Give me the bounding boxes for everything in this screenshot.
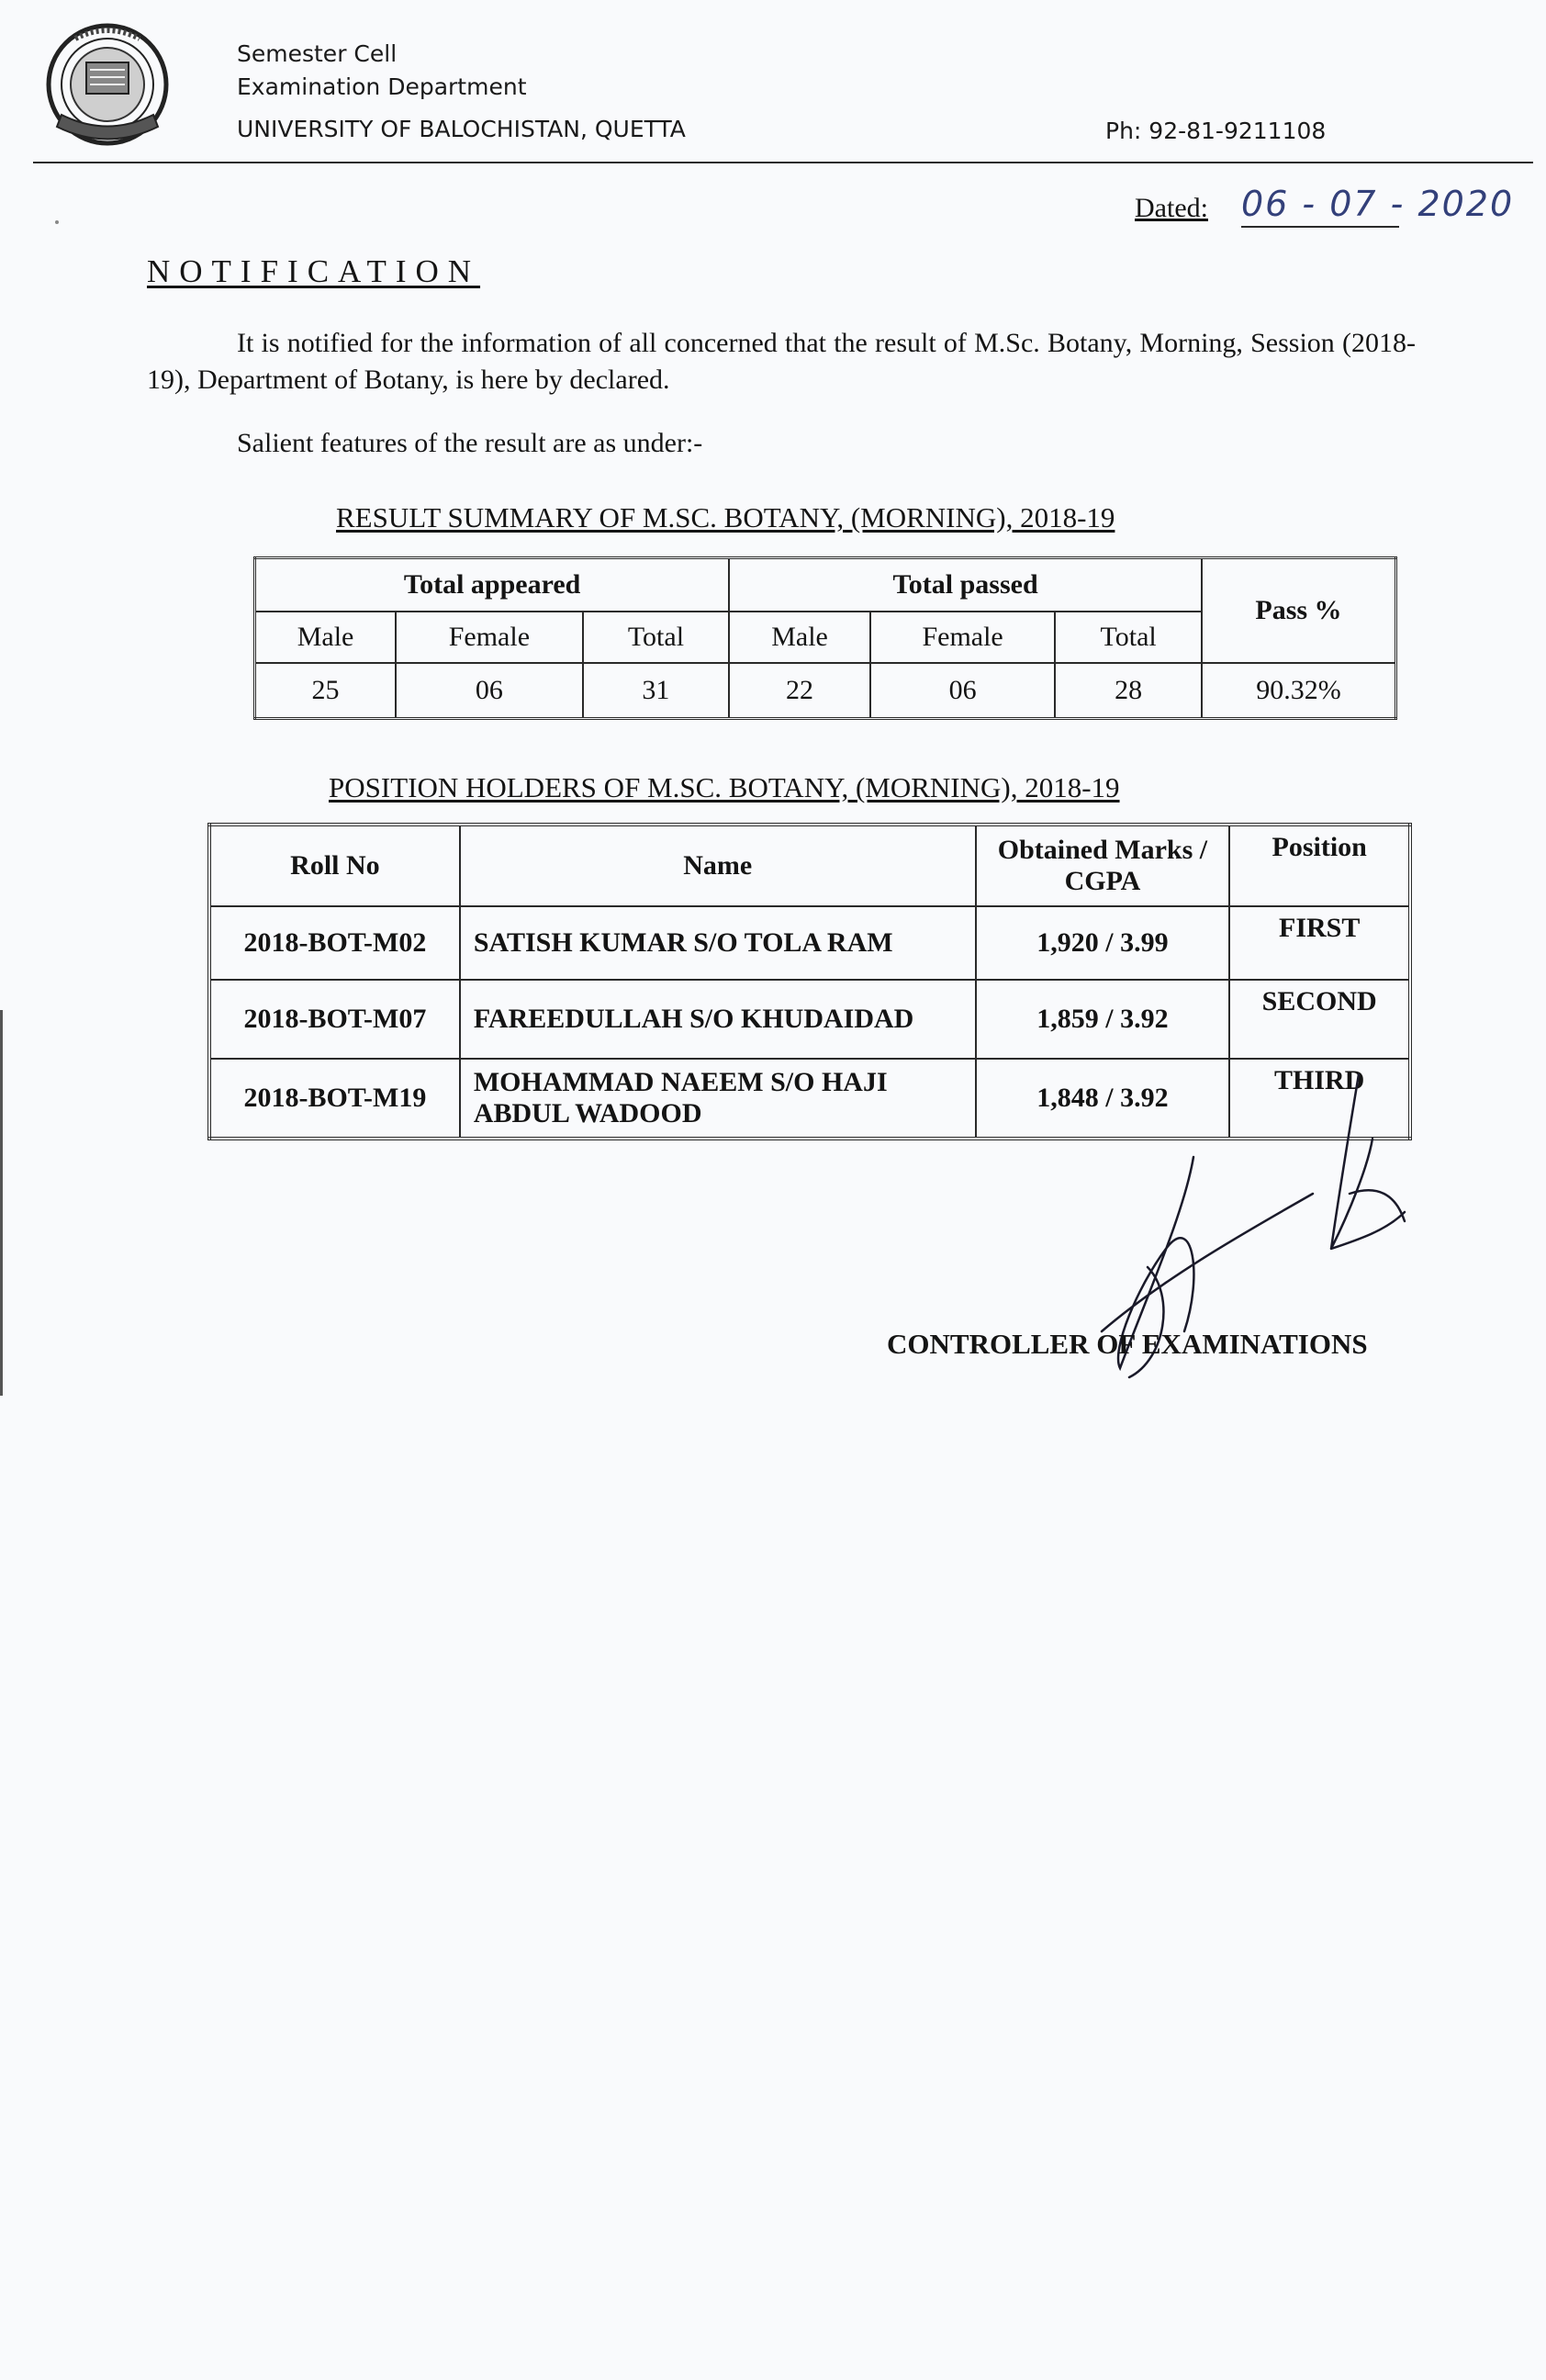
table-row-name: MOHAMMAD NAEEM S/O HAJI ABDUL WADOOD [460,1059,976,1139]
dated-label: Dated: [1135,193,1208,223]
value-appeared-male: 25 [255,663,397,719]
table-row-position: SECOND [1229,980,1410,1059]
table-row-marks: 1,859 / 3.92 [976,980,1230,1059]
header-total-passed: Total passed [729,558,1202,612]
result-summary-title: RESULT SUMMARY OF M.SC. BOTANY, (MORNING), 2018-19 [336,501,1115,533]
result-summary-table [253,556,1397,720]
university-seal-logo [39,18,176,152]
table-row-name: SATISH KUMAR S/O TOLA RAM [460,906,976,980]
value-pass-percent: 90.32% [1202,663,1396,719]
col-appeared-male: Male [255,612,397,663]
header-semester-cell: Semester Cell [237,40,398,67]
dated-handwritten-value: 06 - 07 - 2020 [1241,184,1515,224]
header-department: Examination Department [237,73,527,100]
table-row-roll: 2018-BOT-M02 [209,906,460,980]
header-roll-no: Roll No [209,825,460,906]
header-position: Position [1229,825,1410,906]
value-passed-total: 28 [1055,663,1202,719]
col-appeared-female: Female [396,612,583,663]
col-passed-male: Male [729,612,870,663]
scan-margin-line [0,1010,3,1396]
table-row-position: THIRD [1229,1059,1410,1139]
header-name: Name [460,825,976,906]
table-row-roll: 2018-BOT-M19 [209,1059,460,1139]
margin-dot [55,220,59,224]
notification-heading: NOTIFICATION [147,253,481,289]
controller-of-examinations: CONTROLLER OF EXAMINATIONS [887,1328,1368,1360]
header-pass-percent: Pass % [1202,558,1396,664]
header-phone: Ph: 92-81-9211108 [1105,118,1327,144]
col-passed-female: Female [870,612,1056,663]
col-appeared-total: Total [583,612,730,663]
table-row-position: FIRST [1229,906,1410,980]
dated-underline [1241,226,1399,228]
table-row-name: FAREEDULLAH S/O KHUDAIDAD [460,980,976,1059]
salient-features-text: Salient features of the result are as under:- [237,428,703,458]
header-university: UNIVERSITY OF BALOCHISTAN, QUETTA [237,116,686,142]
notification-paragraph: It is notified for the information of all concerned that the result of M.Sc. Botany, Morning, Session (2018-19), Department of Botany, is here by declared. [147,328,1416,395]
header-total-appeared: Total appeared [255,558,730,612]
value-passed-male: 22 [729,663,870,719]
value-passed-female: 06 [870,663,1056,719]
table-row-marks: 1,848 / 3.92 [976,1059,1230,1139]
header-obtained-marks: Obtained Marks / CGPA [976,825,1230,906]
value-appeared-total: 31 [583,663,730,719]
table-row-roll: 2018-BOT-M07 [209,980,460,1059]
table-row-marks: 1,920 / 3.99 [976,906,1230,980]
header-divider [33,162,1533,163]
value-appeared-female: 06 [396,663,583,719]
col-passed-total: Total [1055,612,1202,663]
position-holders-title: POSITION HOLDERS OF M.SC. BOTANY, (MORNING), 2018-19 [329,771,1120,803]
